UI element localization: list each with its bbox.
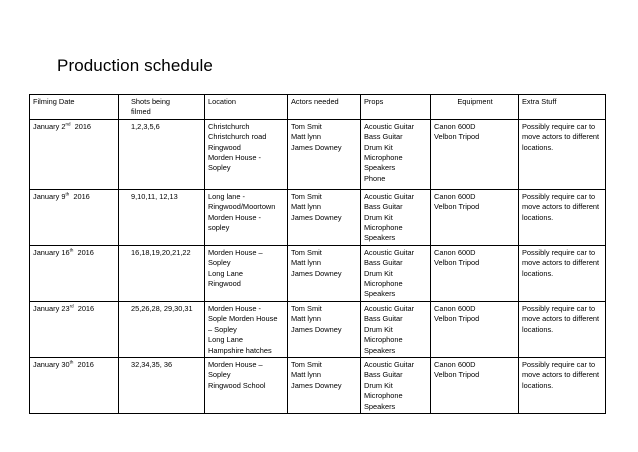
cell-equipment-line: Canon 600D: [434, 359, 476, 369]
cell-props-line: Bass Guitar: [364, 370, 403, 380]
cell-shots: 9,10,11, 12,13: [119, 189, 205, 245]
cell-equipment-line: Velbon Tripod: [434, 202, 480, 212]
cell-props-line: Microphone: [364, 335, 403, 345]
cell-location-line: – Sopley: [208, 324, 237, 334]
cell-props-line: Acoustic Guitar: [364, 359, 415, 369]
cell-props-line: Speakers: [364, 401, 396, 411]
cell-location: [205, 357, 288, 413]
cell-actors-line: James Downey: [291, 268, 342, 278]
cell-actors-line: Matt lynn: [291, 314, 321, 324]
table-row: [30, 189, 606, 245]
cell-filming-date: [30, 301, 119, 357]
cell-actors-line: Matt lynn: [291, 258, 321, 268]
cell-equipment-line: Velbon Tripod: [434, 314, 480, 324]
header-shots-line-1: Shots being: [131, 97, 171, 106]
cell-props-line: Bass Guitar: [364, 132, 403, 142]
table-row: [30, 119, 606, 189]
cell-filming-date: [30, 189, 119, 245]
cell-extra-line: locations.: [522, 380, 554, 390]
cell-props-line: Acoustic Guitar: [364, 191, 415, 201]
cell-location-line: Christchurch: [208, 121, 250, 131]
date-ordinal-suffix: rd: [69, 303, 74, 309]
date-year: 2016: [77, 247, 94, 257]
cell-props-line: Drum Kit: [364, 212, 393, 222]
cell-actors-line: Matt lynn: [291, 132, 321, 142]
cell-props-line: Bass Guitar: [364, 314, 403, 324]
cell-filming-date: [30, 245, 119, 301]
cell-actors-line: James Downey: [291, 212, 342, 222]
cell-equipment-line: Canon 600D: [434, 191, 476, 201]
cell-props-line: Acoustic Guitar: [364, 303, 415, 313]
cell-equipment-line: Velbon Tripod: [434, 258, 480, 268]
cell-location-line: Morden House -: [208, 153, 261, 163]
cell-location-line: Sopley: [208, 258, 231, 268]
cell-actors-line: Tom Smit: [291, 191, 322, 201]
cell-actors-line: Matt lynn: [291, 370, 321, 380]
date-day: January 23: [33, 303, 70, 313]
cell-extra-line: Possibly require car to: [522, 303, 596, 313]
cell-equipment: [431, 189, 519, 245]
cell-extra-line: move actors to different: [522, 370, 600, 380]
cell-props-line: Drum Kit: [364, 268, 393, 278]
cell-actors-line: Tom Smit: [291, 247, 322, 257]
date-ordinal-suffix: th: [69, 359, 74, 365]
cell-equipment-line: Canon 600D: [434, 247, 476, 257]
cell-location-line: Christchurch road: [208, 132, 267, 142]
cell-location: [205, 189, 288, 245]
cell-shots: 25,26,28, 29,30,31: [119, 301, 205, 357]
cell-props: [361, 357, 431, 413]
cell-actors-line: Tom Smit: [291, 303, 322, 313]
cell-location-line: Long Lane: [208, 335, 243, 345]
cell-extra-line: move actors to different: [522, 202, 600, 212]
cell-filming-date: [30, 357, 119, 413]
date-year: 2016: [77, 359, 94, 369]
cell-location: [205, 301, 288, 357]
header-extra: Extra Stuff: [519, 95, 606, 120]
cell-actors: [288, 357, 361, 413]
cell-props-line: Acoustic Guitar: [364, 247, 415, 257]
cell-extra-line: Possibly require car to: [522, 359, 596, 369]
cell-filming-date: [30, 119, 119, 189]
cell-location-line: Morden House -: [208, 212, 261, 222]
cell-props-line: Speakers: [364, 233, 396, 243]
cell-equipment-line: Velbon Tripod: [434, 370, 480, 380]
date-ordinal-suffix: th: [65, 191, 70, 197]
cell-extra-line: Possibly require car to: [522, 191, 596, 201]
header-location: Location: [205, 95, 288, 120]
cell-shots: 16,18,19,20,21,22: [119, 245, 205, 301]
cell-location-line: Morden House –: [208, 359, 263, 369]
cell-extra: [519, 245, 606, 301]
cell-shots: 1,2,3,5,6: [119, 119, 205, 189]
cell-extra: [519, 119, 606, 189]
cell-extra: [519, 357, 606, 413]
header-shots-line-2: filmed: [131, 107, 151, 117]
cell-extra-line: locations.: [522, 268, 554, 278]
page-title: Production schedule: [57, 56, 213, 75]
cell-equipment: [431, 357, 519, 413]
cell-location: [205, 245, 288, 301]
cell-location-line: Sopley: [208, 370, 231, 380]
cell-actors-line: Matt lynn: [291, 202, 321, 212]
cell-location-line: Ringwood: [208, 142, 241, 152]
date-year: 2016: [74, 121, 92, 131]
cell-props-line: Bass Guitar: [364, 258, 403, 268]
cell-props-line: Speakers: [364, 345, 396, 355]
cell-location-line: Morden House -: [208, 303, 261, 313]
header-equipment: Equipment: [431, 95, 519, 120]
cell-props: [361, 119, 431, 189]
cell-equipment-line: Velbon Tripod: [434, 132, 480, 142]
cell-props: [361, 245, 431, 301]
cell-props: [361, 301, 431, 357]
cell-actors-line: James Downey: [291, 142, 342, 152]
cell-props-line: Drum Kit: [364, 380, 393, 390]
cell-extra-line: move actors to different: [522, 314, 600, 324]
cell-extra-line: Possibly require car to: [522, 121, 596, 131]
date-day: January 2: [33, 121, 66, 131]
cell-location-line: Hampshire hatches: [208, 345, 272, 355]
cell-extra-line: move actors to different: [522, 258, 600, 268]
cell-actors-line: Tom Smit: [291, 121, 322, 131]
cell-props-line: Acoustic Guitar: [364, 121, 415, 131]
header-actors: Actors needed: [288, 95, 361, 120]
header-props: Props: [361, 95, 431, 120]
cell-actors-line: James Downey: [291, 324, 342, 334]
cell-props-line: Microphone: [364, 279, 403, 289]
cell-equipment: [431, 119, 519, 189]
cell-equipment-line: Canon 600D: [434, 121, 476, 131]
cell-location-line: sopley: [208, 223, 230, 233]
cell-extra-line: Possibly require car to: [522, 247, 596, 257]
date-ordinal-suffix: th: [69, 247, 74, 253]
cell-equipment-line: Canon 600D: [434, 303, 476, 313]
cell-actors-line: James Downey: [291, 380, 342, 390]
cell-location-line: Ringwood: [208, 279, 241, 289]
cell-location: [205, 119, 288, 189]
cell-extra-line: locations.: [522, 324, 554, 334]
date-year: 2016: [73, 191, 90, 201]
cell-extra-line: locations.: [522, 142, 554, 152]
cell-props-line: Phone: [364, 173, 386, 183]
date-year: 2016: [77, 303, 95, 313]
table-row: [30, 301, 606, 357]
cell-props-line: Drum Kit: [364, 324, 393, 334]
cell-actors: [288, 119, 361, 189]
cell-equipment: [431, 245, 519, 301]
cell-location-line: Long Lane: [208, 268, 243, 278]
table-row: [30, 357, 606, 413]
cell-extra: [519, 301, 606, 357]
cell-extra: [519, 189, 606, 245]
cell-props-line: Microphone: [364, 153, 403, 163]
cell-props: [361, 189, 431, 245]
cell-props-line: Bass Guitar: [364, 202, 403, 212]
cell-location-line: Long lane -: [208, 191, 245, 201]
cell-equipment: [431, 301, 519, 357]
table-header-row: [30, 95, 606, 120]
cell-props-line: Speakers: [364, 163, 396, 173]
table-row: [30, 245, 606, 301]
cell-props-line: Microphone: [364, 223, 403, 233]
cell-shots: 32,34,35, 36: [119, 357, 205, 413]
production-schedule-table: [29, 94, 606, 414]
header-shots: [119, 95, 205, 120]
cell-actors: [288, 189, 361, 245]
cell-props-line: Speakers: [364, 289, 396, 299]
cell-extra-line: locations.: [522, 212, 554, 222]
cell-props-line: Microphone: [364, 391, 403, 401]
cell-actors-line: Tom Smit: [291, 359, 322, 369]
cell-actors: [288, 301, 361, 357]
date-day: January 9: [33, 191, 66, 201]
cell-location-line: Ringwood/Moortown: [208, 202, 276, 212]
cell-extra-line: move actors to different: [522, 132, 600, 142]
header-filming-date: Filming Date: [30, 95, 119, 120]
cell-location-line: Sople Morden House: [208, 314, 278, 324]
date-ordinal-suffix: nd: [65, 121, 71, 127]
cell-location-line: Morden House –: [208, 247, 263, 257]
cell-location-line: Ringwood School: [208, 380, 266, 390]
cell-actors: [288, 245, 361, 301]
date-day: January 30: [33, 359, 70, 369]
cell-location-line: Sopley: [208, 163, 231, 173]
cell-props-line: Drum Kit: [364, 142, 393, 152]
date-day: January 16: [33, 247, 70, 257]
